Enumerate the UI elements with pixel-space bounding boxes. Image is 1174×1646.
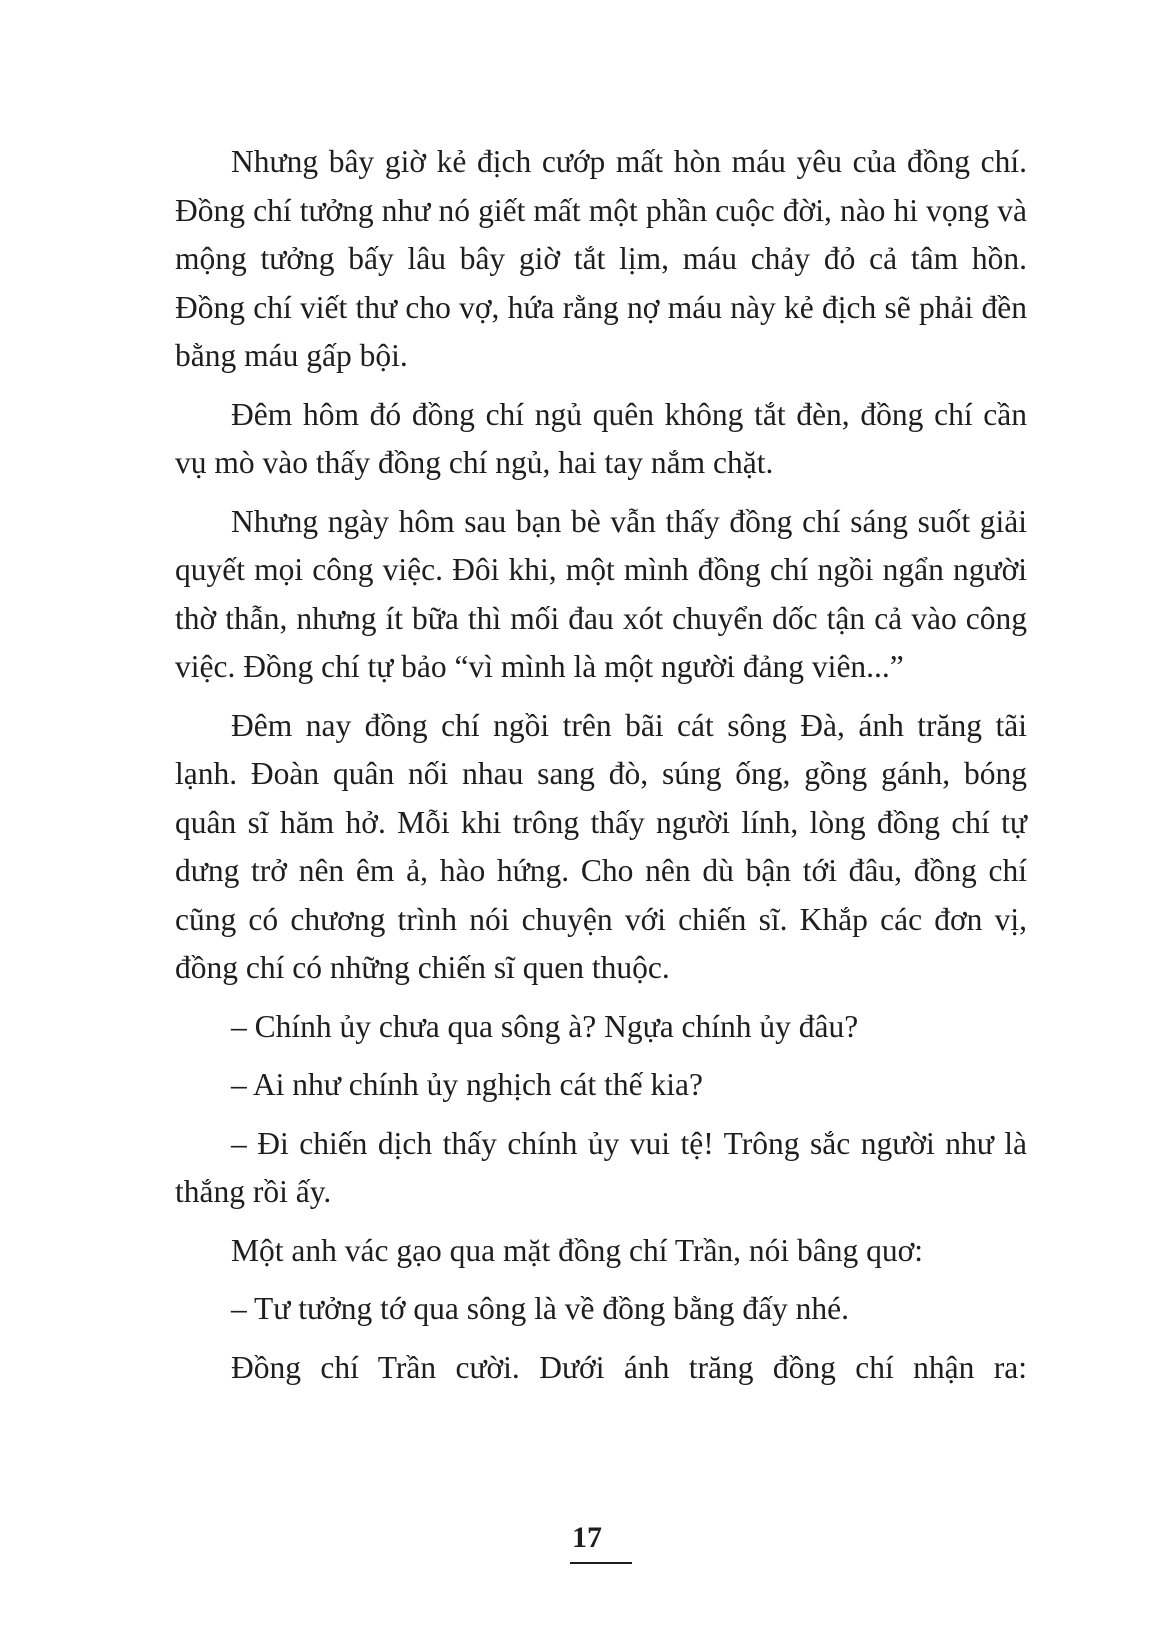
dialogue-line: – Đi chiến dịch thấy chính ủy vui tệ! Trông sắc người như là thắng rồi ấy.: [175, 1125, 1027, 1209]
paragraph: Đêm hôm đó đồng chí ngủ quên không tắt đèn, đồng chí cần vụ mò vào thấy đồng chí ngủ, hai tay nắm chặt.: [175, 396, 1027, 480]
paragraph: Đêm nay đồng chí ngồi trên bãi cát sông Đà, ánh trăng tãi lạnh. Đoàn quân nối nhau sang đò, súng ống, gồng gánh, bóng quân sĩ hăm hở. Mỗi khi trông thấy người lính, lòng đồng chí tự dưng trở nên êm ả, hào hứng. Cho nên dù bận tới đâu, đồng chí cũng có chương trình nói chuyện với chiến sĩ. Khắp các đơn vị, đồng chí có những chiến sĩ quen thuộc.: [175, 707, 1027, 985]
page-body: [175, 138, 1027, 1402]
dialogue-line: – Tư tưởng tớ qua sông là về đồng bằng đấy nhé.: [231, 1291, 850, 1326]
paragraph: Một anh vác gạo qua mặt đồng chí Trần, nói bâng quơ:: [231, 1232, 924, 1268]
paragraph: Nhưng bây giờ kẻ địch cướp mất hòn máu yêu của đồng chí. Đồng chí tưởng như nó giết mất một phần cuộc đời, nào hi vọng và mộng tưởng bấy lâu bây giờ tắt lịm, máu chảy đỏ cả tâm hồn. Đồng chí viết thư cho vợ, hứa rằng nợ máu này kẻ địch sẽ phải đền bằng máu gấp bội.: [175, 144, 1027, 373]
paragraph: Đồng chí Trần cười. Dưới ánh trăng đồng chí nhận ra:: [231, 1349, 1027, 1385]
page-number: 17: [572, 1521, 602, 1554]
dialogue-line: – Ai như chính ủy nghịch cát thế kia?: [231, 1067, 703, 1102]
paragraph: Nhưng ngày hôm sau bạn bè vẫn thấy đồng chí sáng suốt giải quyết mọi công việc. Đôi khi, một mình đồng chí ngồi ngẩn người thờ thẫn, nhưng ít bữa thì mối đau xót chuyển dốc tận cả vào công việc. Đồng chí tự bảo “vì mình là một người đảng viên...”: [175, 503, 1027, 684]
page-number-underline: [570, 1562, 632, 1564]
dialogue-line: – Chính ủy chưa qua sông à? Ngựa chính ủy đâu?: [231, 1008, 859, 1044]
